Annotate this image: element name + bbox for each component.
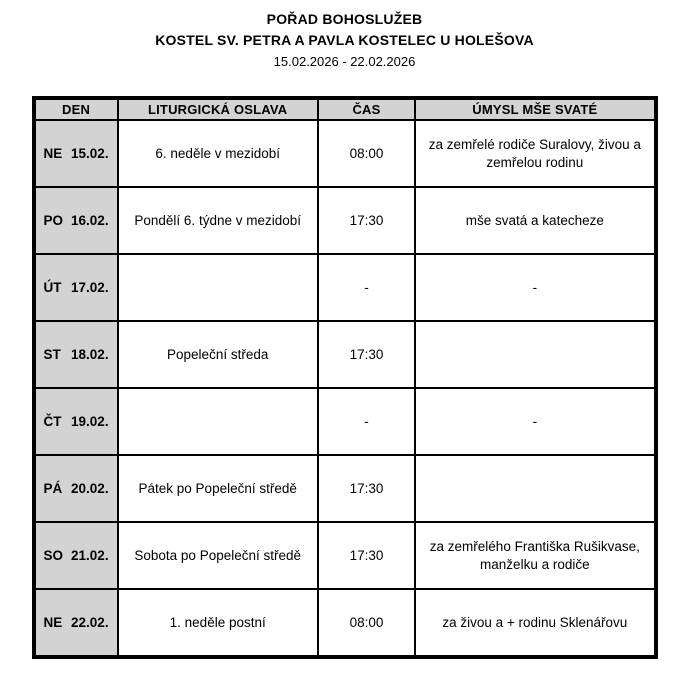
document-header xyxy=(0,9,689,72)
time-cell: 08:00 xyxy=(318,589,415,656)
date-range: 15.02.2026 - 22.02.2026 xyxy=(273,54,416,69)
intention-cell xyxy=(415,455,654,522)
intention-cell: za zemřelé rodiče Suralovy, živou a zemřelou rodinu xyxy=(415,120,654,187)
celebration-cell: Sobota po Popeleční středě xyxy=(118,522,318,589)
time-cell: - xyxy=(318,254,415,321)
celebration-cell: Popeleční středa xyxy=(118,321,318,388)
celebration-cell xyxy=(118,388,318,455)
column-header-time: ČAS xyxy=(318,99,415,120)
day-date: 16.02. xyxy=(71,212,109,228)
day-cell xyxy=(35,120,118,187)
celebration-cell: Pondělí 6. týdne v mezidobí xyxy=(118,187,318,254)
column-header-celebration: LITURGICKÁ OSLAVA xyxy=(118,99,318,120)
day-date: 15.02. xyxy=(71,145,109,161)
day-abbr: NE xyxy=(43,145,63,161)
schedule-table xyxy=(34,98,656,657)
celebration-cell: 1. neděle postní xyxy=(118,589,318,656)
table-row xyxy=(35,120,655,187)
table-row xyxy=(35,589,655,656)
day-date: 19.02. xyxy=(71,413,109,429)
column-header-intention: ÚMYSL MŠE SVATÉ xyxy=(415,99,654,120)
day-cell xyxy=(35,589,118,656)
day-cell xyxy=(35,522,118,589)
intention-cell: za živou a + rodinu Sklenářovu xyxy=(415,589,654,656)
day-abbr: ST xyxy=(43,346,61,362)
day-date: 21.02. xyxy=(71,547,109,563)
time-cell: - xyxy=(318,388,415,455)
day-abbr: ÚT xyxy=(43,279,62,295)
day-date: 22.02. xyxy=(71,614,109,630)
page-title: POŘAD BOHOSLUŽEB xyxy=(266,11,423,27)
intention-cell: - xyxy=(415,254,654,321)
day-cell xyxy=(35,254,118,321)
day-date: 18.02. xyxy=(71,346,109,362)
day-cell xyxy=(35,455,118,522)
table-row xyxy=(35,455,655,522)
time-cell: 17:30 xyxy=(318,522,415,589)
day-abbr: ČT xyxy=(43,413,62,429)
table-row xyxy=(35,522,655,589)
time-cell: 17:30 xyxy=(318,455,415,522)
schedule-table-wrapper xyxy=(32,96,658,659)
day-date: 20.02. xyxy=(71,480,109,496)
table-row xyxy=(35,187,655,254)
table-row xyxy=(35,254,655,321)
time-cell: 08:00 xyxy=(318,120,415,187)
intention-cell xyxy=(415,321,654,388)
celebration-cell: Pátek po Popeleční středě xyxy=(118,455,318,522)
day-date: 17.02. xyxy=(71,279,109,295)
time-cell: 17:30 xyxy=(318,187,415,254)
day-cell xyxy=(35,187,118,254)
intention-cell: mše svatá a katecheze xyxy=(415,187,654,254)
day-cell xyxy=(35,321,118,388)
day-abbr: PO xyxy=(43,212,64,228)
intention-cell: - xyxy=(415,388,654,455)
celebration-cell xyxy=(118,254,318,321)
day-abbr: SO xyxy=(43,547,64,563)
day-abbr: NE xyxy=(43,614,63,630)
celebration-cell: 6. neděle v mezidobí xyxy=(118,120,318,187)
table-row xyxy=(35,388,655,455)
day-cell xyxy=(35,388,118,455)
page-subtitle: KOSTEL SV. PETRA A PAVLA KOSTELEC U HOLEŠOVA xyxy=(155,32,534,48)
intention-cell: za zemřelého Františka Rušikvase, manželku a rodiče xyxy=(415,522,654,589)
table-header-row xyxy=(35,99,655,120)
column-header-day: DEN xyxy=(35,99,118,120)
time-cell: 17:30 xyxy=(318,321,415,388)
day-abbr: PÁ xyxy=(43,480,63,496)
table-row xyxy=(35,321,655,388)
